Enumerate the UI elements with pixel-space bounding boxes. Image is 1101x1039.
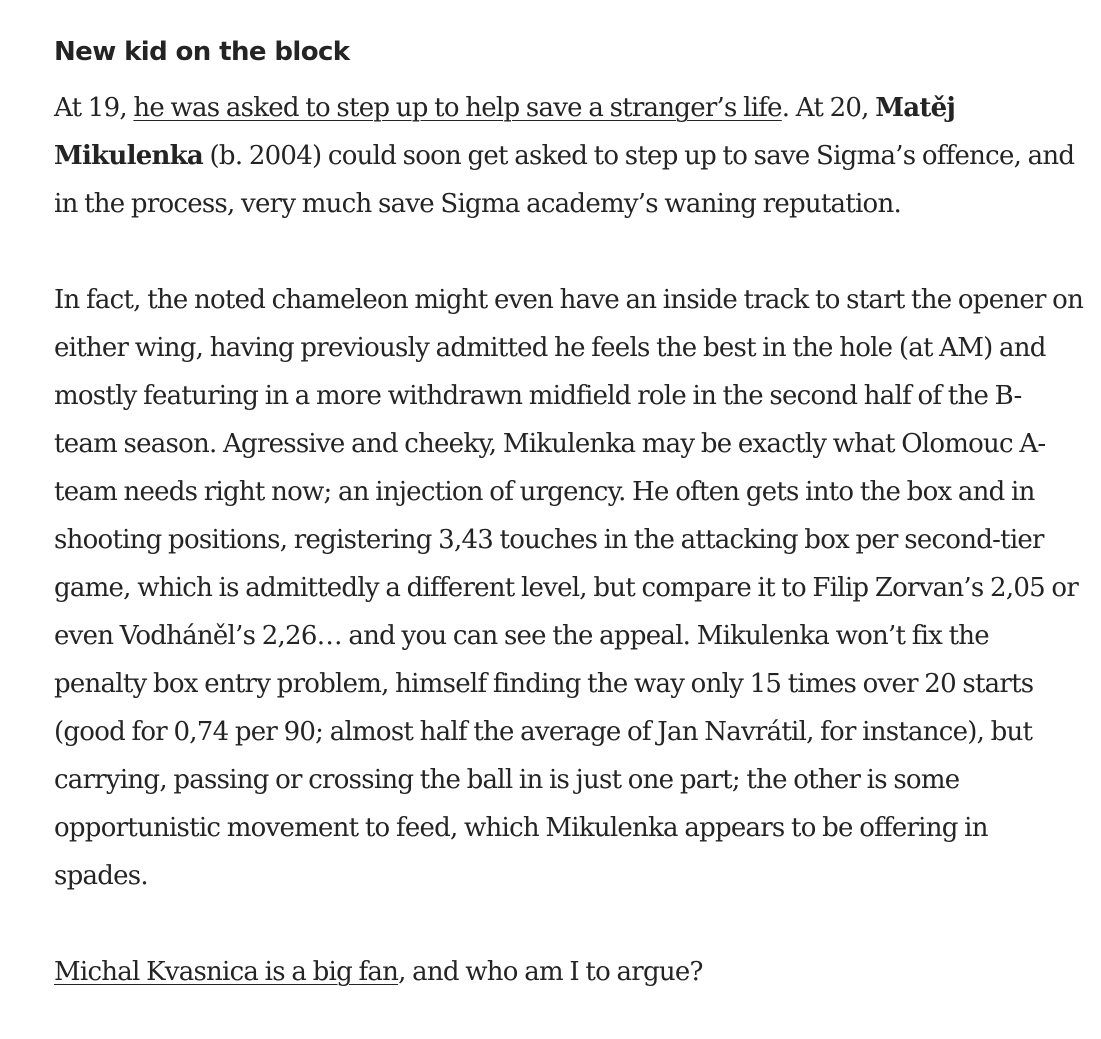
player-name: Matěj Mikulenka bbox=[54, 93, 956, 171]
paragraph-intro bbox=[54, 84, 1084, 228]
intro-text-2: . At 20, bbox=[781, 93, 876, 123]
stranger-life-link[interactable]: he was asked to step up to help save a stranger’s life bbox=[133, 93, 782, 123]
closing-text: , and who am I to argue? bbox=[398, 957, 703, 987]
section-heading: New kid on the block bbox=[54, 37, 350, 67]
intro-text-3: (b. 2004) could soon get asked to step up to save Sigma’s offence, and in the process, very much save Sigma academy’s waning reputation. bbox=[54, 141, 1075, 219]
paragraph-closing bbox=[54, 948, 1084, 996]
article-body bbox=[54, 30, 1084, 996]
paragraph-analysis: In fact, the noted chameleon might even have an inside track to start the opener on either wing, having previously admitted he feels the best in the hole (at AM) and mostly featuring in a more withdrawn midfield role in the second half of the B-team season. Agressive and cheeky, Mikulenka may be exactly what Olomouc A-team needs right now; an injection of urgency. He often gets into the box and in shooting positions, registering 3,43 touches in the attacking box per second-tier game, which is admittedly a different level, but compare it to Filip Zorvan’s 2,05 or even Vodháněl’s 2,26… and you can see the appeal. Mikulenka won’t fix the penalty box entry problem, himself finding the way only 15 times over 20 starts (good for 0,74 per 90; almost half the average of Jan Navrátil, for instance), but carrying, passing or crossing the ball in is just one part; the other is some opportunistic movement to feed, which Mikulenka appears to be offering in spades. bbox=[54, 285, 1084, 891]
kvasnica-fan-link[interactable]: Michal Kvasnica is a big fan bbox=[54, 957, 399, 987]
intro-text-1: At 19, bbox=[54, 93, 134, 123]
